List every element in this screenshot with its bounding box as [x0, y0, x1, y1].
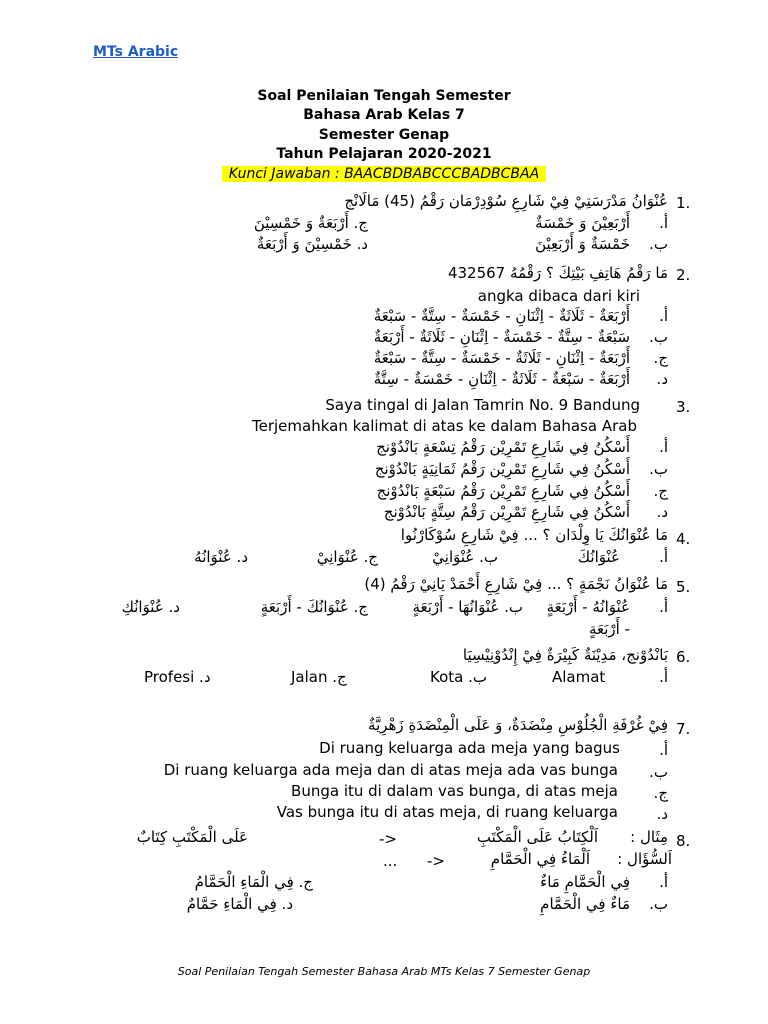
doc-subject: Bahasa Arab Kelas 7 — [303, 107, 465, 123]
q6-option-a-label: أ. — [659, 668, 668, 686]
q6-text: بَانْدُوْنج، مَدِيْنَةٌ كَبِيْرَةٌ فِيْ إِنْدُوْنِيْسِيَا — [462, 646, 668, 664]
q8-example-label: مِثَال : — [630, 828, 668, 846]
q7-option-d-label: د. — [656, 805, 668, 823]
q5-number: 5. — [676, 578, 691, 596]
q4-option-b: ب. عُنْوَانِيْ — [432, 548, 498, 566]
q8-number: 8. — [676, 832, 691, 850]
q6-option-c: Jalan .ج — [291, 668, 347, 686]
doc-year: Tahun Pelajaran 2020-2021 — [276, 146, 492, 162]
q5-option-b: ب. عُنْوَانُهَا - أَرْبَعَةٍ — [412, 598, 523, 616]
q1-number: 1. — [676, 194, 691, 212]
q8-question-label: اَلسُّؤَال : — [617, 850, 672, 868]
q1-option-a-label: أ. — [659, 214, 668, 232]
q1-option-b-label: ب. — [649, 235, 668, 253]
q7-option-a: Di ruang keluarga ada meja yang bagus — [319, 739, 620, 757]
q2-number: 2. — [676, 266, 691, 284]
q1-option-c: ج. أَرْبَعَةٌ وَ خَمْسِيْنَ — [253, 214, 368, 232]
q5-option-a-cont: - أَرْبَعَةٍ — [588, 620, 630, 638]
q7-option-a-label: أ. — [659, 741, 668, 759]
q8-option-b: مَاءٌ فِي الْحَمَّامِ — [540, 895, 630, 913]
doc-title: Soal Penilaian Tengah Semester — [257, 88, 511, 104]
q5-option-a-label: أ. — [659, 598, 668, 616]
q2-note: angka dibaca dari kiri — [477, 287, 640, 305]
page-footer: Soal Penilaian Tengah Semester Bahasa Arab MTs Kelas 7 Semester Genap — [177, 965, 591, 978]
q8-question: اَلْمَاءُ فِي الْحَمَّامِ — [490, 850, 590, 868]
q5-text: مَا عُنْوَانُ نَجْمَةٍ ؟ ... فِيْ شَارِعِ أَحْمَدْ يَانِيْ رَقْمُ (4) — [364, 575, 668, 593]
q3-instruction: Terjemahkan kalimat di atas ke dalam Bahasa Arab — [251, 417, 637, 435]
q4-option-d: د. عُنْوَانُهُ — [194, 548, 248, 566]
q8-option-c: ج. فِي الْمَاءِ الْحَمَّامُ — [194, 873, 313, 891]
answer-key: Kunci Jawaban : BAACBDBABCCCBADBCBAA — [222, 166, 546, 182]
q5-option-a: عُنْوَانُهُ - أَرْبَعَةٍ — [546, 598, 630, 616]
q8-option-b-label: ب. — [649, 895, 668, 913]
q7-option-b-label: ب. — [649, 763, 668, 781]
q8-option-d: د. فِي الْمَاءِ حَمَّامٌ — [186, 895, 293, 913]
q8-blank: ... — [383, 852, 398, 870]
q8-example-answer: عَلَى الْمَكْتَبِ كِتَابٌ — [136, 828, 248, 846]
q8-option-a-label: أ. — [659, 873, 668, 891]
q3-option-c: أَسْكُنُ فِي شَارِعِ تَمْرِيْن رَقْمُ سَبْعَةٍ بَانْدُوْنج — [376, 482, 630, 500]
q2-option-d: أَرْبَعَةٌ - سَبْعَةٌ - ثَلَاثَةٌ - اِثْنَانِ - خَمْسَةٌ - سِتَّةٌ — [373, 370, 630, 388]
q3-option-d-label: د. — [656, 503, 668, 521]
q4-text: مَا عُنْوَانُكَ يَا وِلْدَان ؟ ... فِيْ شَارِعِ سُوْكَارْنُوا — [400, 526, 668, 544]
q2-option-d-label: د. — [656, 370, 668, 388]
q4-option-a-label: أ. — [659, 548, 668, 566]
q6-option-a: Alamat — [552, 668, 606, 686]
q2-text: مَا رَقْمُ هَاتِفِ بَيْتِكَ ؟ رَقْمُهُ 432567 — [447, 264, 668, 282]
q7-option-c-label: ج. — [653, 784, 668, 802]
q3-number: 3. — [676, 398, 691, 416]
q5-option-d: د. عُنْوَانُكِ — [121, 598, 180, 616]
q2-option-b: سَبْعَةٌ - سِتَّةٌ - خَمْسَةٌ - اِثْنَانِ - ثَلَاثَةٌ - أَرْبَعَةٌ — [373, 328, 630, 346]
q3-option-d: أَسْكُنُ فِي شَارِعِ تَمْرِيْن رَقْمُ سِتَّةٍ بَانْدُوْنج — [383, 503, 630, 521]
q3-text: Saya tingal di Jalan Tamrin No. 9 Bandung — [325, 396, 640, 414]
q3-option-b-label: ب. — [649, 460, 668, 478]
q4-option-c: ج. عُنْوَانِيْ — [316, 548, 378, 566]
q3-option-b: أَسْكُنُ فِي شَارِعِ تَمْرِيْن رَقْمُ ثَمَانِيَةٍ بَانْدُوْنج — [374, 460, 630, 478]
q4-option-a: عُنْوَانُكَ — [577, 548, 620, 566]
mts-arabic-link[interactable]: MTs Arabic — [93, 44, 179, 60]
q1-option-d: د. خَمْسِيْنَ وَ أَرْبَعَةٌ — [256, 235, 368, 253]
q1-text: عُنْوَانُ مَدْرَسَتِيْ فِيْ شَارِعِ سُوْدِرْمَان رَقْمُ (45) مَالَانْج — [344, 192, 668, 210]
q2-option-b-label: ب. — [649, 328, 668, 346]
q8-arrow-2: -> — [427, 852, 445, 870]
q2-option-c: أَرْبَعَةٌ - اِثْنَانِ - ثَلَاثَةٌ - خَمْسَةٌ - سِتَّةٌ - سَبْعَةٌ — [373, 349, 630, 367]
q8-arrow-1: -> — [379, 830, 397, 848]
q7-option-c: Bunga itu di dalam vas bunga, di atas meja — [291, 782, 618, 800]
q6-number: 6. — [676, 648, 691, 666]
q7-number: 7. — [676, 720, 691, 738]
q2-option-a-label: أ. — [659, 307, 668, 325]
q2-option-c-label: ج. — [653, 349, 668, 367]
q3-option-a: أَسْكُنُ فِي شَارِعِ تَمْرِيْن رَقْمُ تِسْعَةٍ بَانْدُوْنج — [376, 438, 630, 456]
q1-option-a: أَرْبَعِيْنَ وَ خَمْسَةٌ — [535, 214, 630, 232]
q7-option-b: Di ruang keluarga ada meja dan di atas meja ada vas bunga — [163, 761, 618, 779]
doc-semester: Semester Genap — [318, 127, 450, 143]
q1-option-b: خَمْسَةٌ وَ أَرْبَعِيْنَ — [535, 235, 630, 253]
q7-option-d: Vas bunga itu di atas meja, di ruang keluarga — [276, 803, 618, 821]
q7-text: فِيْ غُرْفَةِ الْجُلُوْسِ مِنْضَدَةٌ، وَ عَلَى الْمِنْضَدَةِ زَهْرِيَّةٌ — [368, 716, 668, 734]
q6-option-b: Kota .ب — [430, 668, 488, 686]
q8-example: اَلْكِتَابُ عَلَى الْمَكْتَبِ — [476, 828, 598, 846]
q3-option-a-label: أ. — [659, 438, 668, 456]
q2-option-a: أَرْبَعَةٌ - ثَلَاثَةٌ - اِثْنَانِ - خَمْسَةٌ - سِتَّةٌ - سَبْعَةٌ — [373, 307, 630, 325]
q5-option-c: ج. عُنْوَانُكَ - أَرْبَعَةٍ — [260, 598, 368, 616]
q8-option-a: فِي الْحَمَّامِ مَاءٌ — [540, 873, 630, 891]
q3-option-c-label: ج. — [653, 482, 668, 500]
q4-number: 4. — [676, 530, 691, 548]
q6-option-d: Profesi .د — [144, 668, 211, 686]
